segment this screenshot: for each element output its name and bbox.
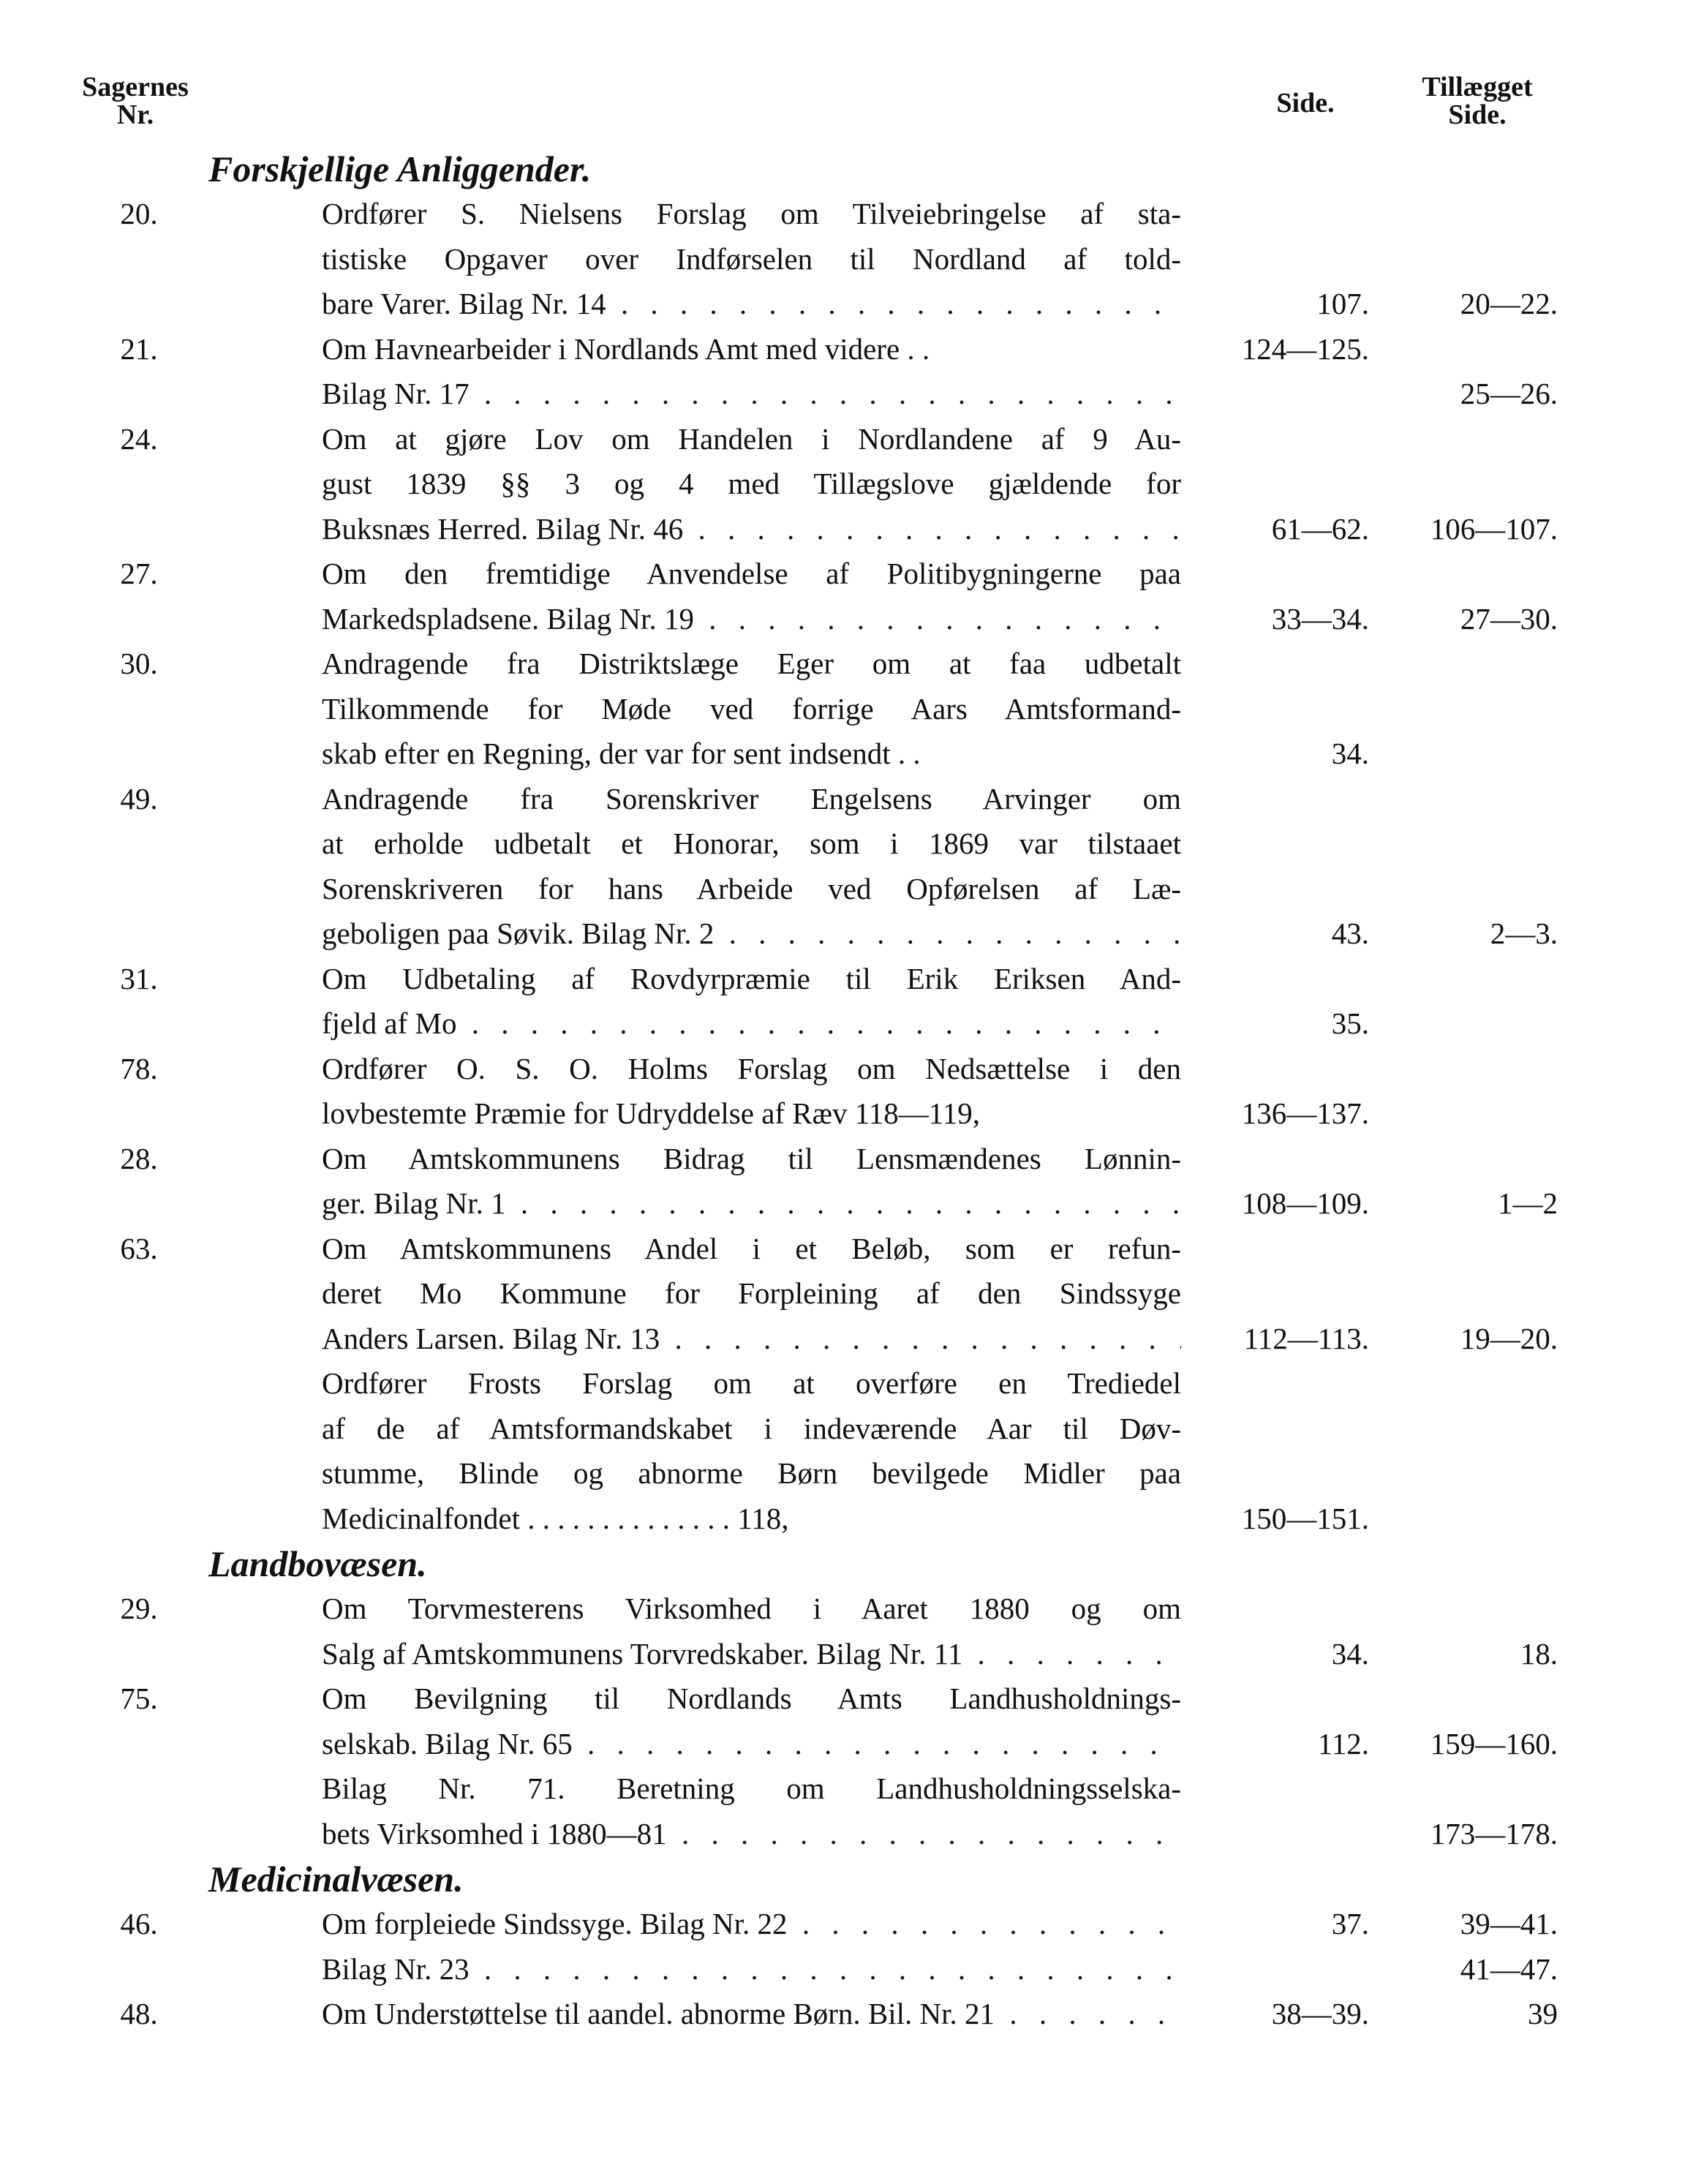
entry-text: skab efter en Regning, der var for sent indsendt . . (322, 737, 921, 770)
page-reference: 37. (1331, 1907, 1369, 1940)
entry-text: Tilkommende for Møde ved forrige Aars Amtsformand- (322, 691, 1181, 726)
page-reference: 124—125. (1241, 331, 1369, 366)
entry-line (0, 327, 1685, 372)
entry-line (0, 1812, 1685, 1857)
entry-line (0, 1722, 1685, 1767)
page-reference: 107. (1316, 287, 1369, 320)
case-number: 48. (120, 1997, 158, 2030)
entry-line (0, 821, 1685, 867)
entry-text: Om forpleiede Sindssyge. Bilag Nr. 22 . . . (322, 1902, 1181, 1947)
entry-text: Ordfører Frosts Forslag om at overføre en Trediedel (322, 1366, 1181, 1400)
column-header-case-number-line1: Sagernes (82, 72, 189, 102)
entry-line (0, 641, 1685, 687)
entry-text: gust 1839 §§ 3 og 4 med Tillægslove gjældende for (322, 467, 1181, 500)
entry-line (0, 551, 1685, 597)
case-number: 75. (120, 1682, 158, 1715)
appendix-page-reference: 27—30. (1460, 601, 1558, 636)
entry-line (0, 777, 1685, 822)
entry-line (0, 1271, 1685, 1317)
case-number: 78. (120, 1051, 158, 1085)
page-reference: 34. (1331, 737, 1369, 770)
case-number: 21. (120, 331, 158, 366)
case-number: 30. (120, 647, 158, 680)
entry-text: Om Torvmesterens Virksomhed i Aaret 1880 og om (322, 1592, 1181, 1625)
entry-text: tistiske Opgaver over Indførselen til Nordland af told- (322, 241, 1181, 276)
entry-text: Ordfører O. S. O. Holms Forslag om Nedsættelse i den (322, 1051, 1181, 1085)
entry-text: Buksnæs Herred. Bilag Nr. 46 . . . (322, 507, 1181, 552)
page-reference: 61—62. (1271, 511, 1369, 546)
page-reference: 136—137. (1241, 1096, 1369, 1130)
case-number: 20. (120, 197, 158, 230)
entry-text: fjeld af Mo . . . (322, 1001, 1181, 1047)
case-number: 27. (120, 557, 158, 590)
appendix-page-reference: 19—20. (1460, 1321, 1558, 1355)
entry-text: bets Virksomhed i 1880—81 . . . (322, 1812, 1181, 1857)
entry-line (0, 1047, 1685, 1092)
entry-line (0, 1947, 1685, 1992)
entry-text: Andragende fra Sorenskriver Engelsens Arvinger om (322, 781, 1181, 816)
column-header-appendix-line1: Tillægget (1422, 72, 1533, 102)
entry-text: Om at gjøre Lov om Handelen i Nordlandene af 9 Au- (322, 421, 1181, 456)
entry-line (0, 1496, 1685, 1542)
entry-line (0, 1766, 1685, 1812)
index-content (0, 146, 1685, 2037)
entry-line (0, 911, 1685, 957)
section-title: Landbovæsen. (208, 1543, 427, 1584)
column-header-page-label: Side. (1276, 88, 1335, 118)
page-reference: 35. (1331, 1006, 1369, 1040)
column-header-appendix-line2: Side. (1448, 99, 1507, 130)
entry-text: Om Understøttelse til aandel. abnorme Børn. Bil. Nr. 21 . . . (322, 1992, 1181, 2037)
entry-line (0, 731, 1685, 777)
entry-text: Om Havnearbeider i Nordlands Amt med videre . . (322, 331, 930, 366)
entry-text: Bilag Nr. 71. Beretning om Landhusholdningsselska- (322, 1771, 1181, 1805)
entry-line (0, 372, 1685, 417)
entry-line (0, 957, 1685, 1002)
appendix-page-reference: 41—47. (1460, 1951, 1558, 1986)
entry-text: Andragende fra Distriktslæge Eger om at faa udbetalt (322, 647, 1181, 680)
entry-line (0, 1676, 1685, 1722)
entry-text: af de af Amtsformandskabet i indeværende Aar til Døv- (322, 1411, 1181, 1445)
entry-line (0, 687, 1685, 732)
entry-line (0, 1361, 1685, 1407)
page-reference: 34. (1331, 1636, 1369, 1671)
entry-line (0, 1902, 1685, 1947)
case-number: 49. (120, 781, 158, 816)
appendix-page-reference: 106—107. (1430, 511, 1558, 546)
entry-text: bare Varer. Bilag Nr. 14 . . . (322, 282, 1181, 327)
entry-line (0, 1091, 1685, 1137)
entry-line (0, 867, 1685, 912)
entry-line (0, 1227, 1685, 1272)
entry-line (0, 1137, 1685, 1182)
page-reference: 150—151. (1241, 1501, 1369, 1535)
appendix-page-reference: 39 (1528, 1997, 1558, 2030)
entry-text: Om Amtskommunens Andel i et Beløb, som er refun- (322, 1231, 1181, 1265)
appendix-page-reference: 159—160. (1430, 1726, 1558, 1761)
entry-text: Om Amtskommunens Bidrag til Lensmændenes Lønnin- (322, 1141, 1181, 1175)
page-reference: 33—34. (1271, 601, 1369, 636)
appendix-page-reference: 25—26. (1460, 377, 1558, 410)
page-reference: 38—39. (1271, 1997, 1369, 2030)
entry-text: ger. Bilag Nr. 1 . . . (322, 1181, 1181, 1227)
entry-line (0, 462, 1685, 507)
entry-text: deret Mo Kommune for Forpleining af den Sindssyge (322, 1276, 1181, 1310)
entry-text: Om Bevilgning til Nordlands Amts Landhusholdnings- (322, 1682, 1181, 1715)
column-header-case-number-line2: Nr. (116, 99, 154, 130)
entry-line (0, 1181, 1685, 1227)
entry-text: Markedspladsene. Bilag Nr. 19 . . . (322, 597, 1181, 642)
entry-text: at erholde udbetalt et Honorar, som i 1869 var tilstaaet (322, 826, 1181, 860)
entry-line (0, 237, 1685, 282)
entry-line (0, 507, 1685, 552)
entry-line (0, 1586, 1685, 1632)
entry-line (0, 1407, 1685, 1452)
appendix-page-reference: 39—41. (1460, 1907, 1558, 1940)
case-number: 46. (120, 1907, 158, 1940)
entry-text: Bilag Nr. 23 . . . (322, 1947, 1181, 1992)
column-header-page (1236, 89, 1375, 117)
entry-text: Om Udbetaling af Rovdyrpræmie til Erik Eriksen And- (322, 961, 1181, 995)
case-number: 63. (120, 1231, 158, 1265)
page-reference: 108—109. (1241, 1186, 1369, 1220)
case-number: 28. (120, 1141, 158, 1175)
section-title: Medicinalvæsen. (208, 1859, 464, 1899)
entry-line (0, 1451, 1685, 1496)
column-header-appendix-page (1393, 73, 1561, 129)
appendix-page-reference: 173—178. (1430, 1816, 1558, 1850)
entry-text: Salg af Amtskommunens Torvredskaber. Bilag Nr. 11 . . . (322, 1632, 1181, 1677)
entry-text: geboligen paa Søvik. Bilag Nr. 2 . . . (322, 911, 1181, 957)
page-reference: 112—113. (1243, 1321, 1369, 1355)
entry-line (0, 417, 1685, 462)
entry-line (0, 1632, 1685, 1677)
entry-line (0, 1001, 1685, 1047)
appendix-page-reference: 1—2 (1498, 1186, 1558, 1220)
page-reference: 43. (1331, 916, 1369, 950)
case-number: 29. (120, 1592, 158, 1625)
entry-text: Sorenskriveren for hans Arbeide ved Opførelsen af Læ- (322, 871, 1181, 905)
entry-line (0, 597, 1685, 642)
case-number: 31. (120, 961, 158, 995)
appendix-page-reference: 2—3. (1490, 916, 1558, 950)
entry-text: Ordfører S. Nielsens Forslag om Tilveiebringelse af sta- (322, 197, 1181, 230)
entry-text: Om den fremtidige Anvendelse af Politibygningerne paa (322, 557, 1181, 590)
entry-text: Anders Larsen. Bilag Nr. 13 . . . (322, 1317, 1181, 1362)
entry-line (0, 1317, 1685, 1362)
case-number: 24. (120, 421, 158, 456)
entry-line (0, 1992, 1685, 2037)
appendix-page-reference: 20—22. (1460, 287, 1558, 320)
entry-line (0, 282, 1685, 327)
column-header-case-number (66, 73, 205, 129)
entry-line (0, 192, 1685, 237)
entry-text: Medicinalfondet . . . . . . . . . . . . . . 118, (322, 1501, 789, 1535)
page-reference: 112. (1317, 1726, 1369, 1761)
entry-text: Bilag Nr. 17 . . . (322, 372, 1181, 417)
entry-text: stumme, Blinde og abnorme Børn bevilgede Midler paa (322, 1456, 1181, 1490)
appendix-page-reference: 18. (1520, 1636, 1558, 1671)
section-title: Forskjellige Anliggender. (208, 148, 592, 189)
entry-text: lovbestemte Præmie for Udryddelse af Ræv 118—119, (322, 1096, 980, 1130)
entry-text: selskab. Bilag Nr. 65 . . . (322, 1722, 1181, 1767)
